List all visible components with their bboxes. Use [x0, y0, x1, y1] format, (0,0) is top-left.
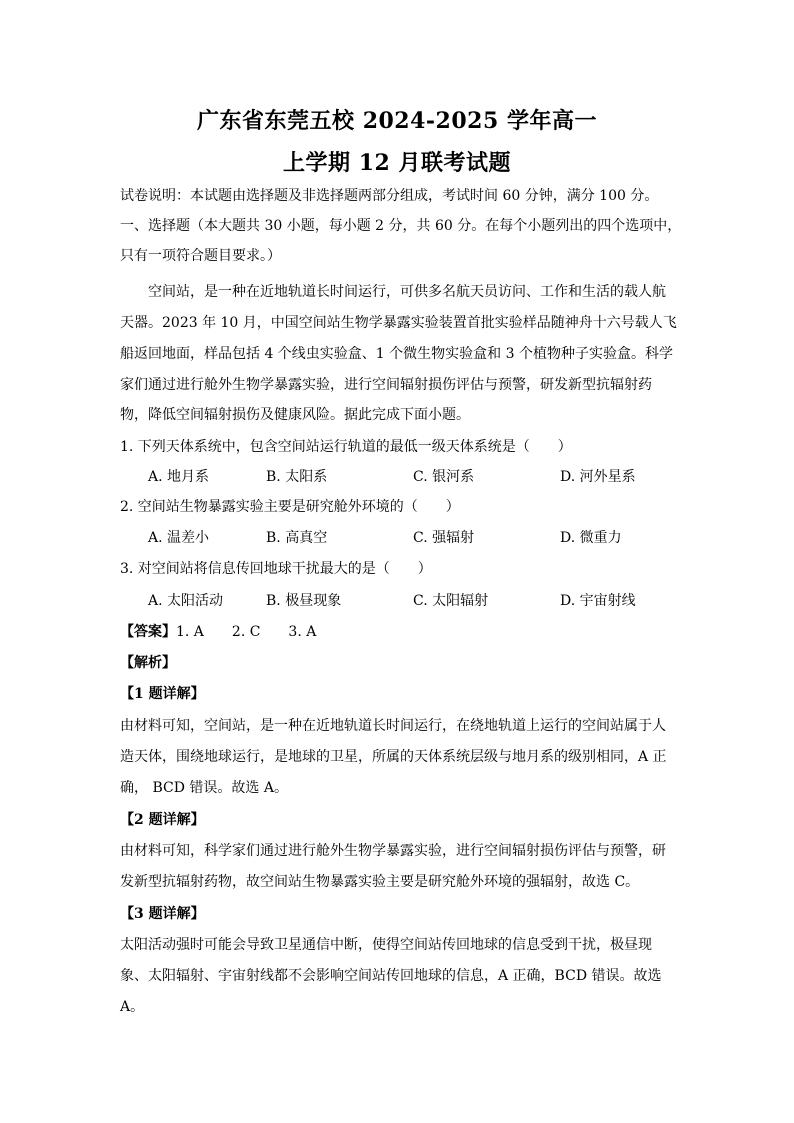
- intro-text: 试卷说明：本试题由选择题及非选择题两部分组成，考试时间 60 分钟，满分 100 分。: [120, 188, 659, 204]
- answer-label: 【答案】: [120, 624, 176, 640]
- passage-line: 船返回地面，样品包括 4 个线虫实验盒、1 个微生物实验盒和 3 个植物种子实验盒。科学: [120, 346, 673, 362]
- passage-line: 天器。2023 年 10 月，中国空间站生物学暴露实验装置首批实验样品随神舟十六号载人飞: [120, 315, 677, 331]
- option: D. 河外星系: [560, 469, 636, 485]
- detail-line: 造天体，围绕地球运行，是地球的卫星，所属的天体系统层级与地月系的级别相同，A 正: [120, 749, 667, 765]
- section-heading: 一、选择题（本大题共 30 小题，每小题 2 分，共 60 分。在每个小题列出的四个选项中，: [120, 218, 682, 234]
- detail-line: 由材料可知，科学家们通过进行舱外生物学暴露实验，进行空间辐射损伤评估与预警，研: [120, 843, 666, 859]
- detail-label: 【3 题详解】: [120, 906, 205, 922]
- page-title: 广东省东莞五校 2024-2025 学年高一: [197, 108, 597, 134]
- detail-label: 【1 题详解】: [120, 686, 205, 702]
- detail-line: 太阳活动强时可能会导致卫星通信中断，使得空间站传回地球的信息受到干扰，极昼现: [120, 937, 652, 953]
- option: C. 太阳辐射: [413, 593, 489, 609]
- option: A. 温差小: [148, 530, 210, 546]
- detail-label: 【2 题详解】: [120, 812, 205, 828]
- option: C. 银河系: [413, 469, 475, 485]
- option: A. 太阳活动: [148, 593, 224, 609]
- option: D. 微重力: [560, 530, 622, 546]
- page-subtitle: 上学期 12 月联考试题: [283, 150, 511, 176]
- option: D. 宇宙射线: [560, 593, 636, 609]
- passage-line: 空间站，是一种在近地轨道长时间运行，可供多名航天员访问、工作和生活的载人航: [148, 284, 666, 300]
- option: B. 高真空: [266, 530, 328, 546]
- question-stem: 3. 对空间站将信息传回地球干扰最大的是（ ）: [120, 561, 432, 577]
- detail-line: 由材料可知，空间站，是一种在近地轨道长时间运行，在绕地轨道上运行的空间站属于人: [120, 718, 666, 734]
- passage-line: 物，降低空间辐射损伤及健康风险。据此完成下面小题。: [120, 407, 470, 423]
- detail-line: 发新型抗辐射药物，故空间站生物暴露实验主要是研究舱外环境的强辐射，故选 C。: [120, 874, 640, 890]
- analysis-label: 【解析】: [120, 655, 176, 671]
- detail-line: 象、太阳辐射、宇宙射线都不会影响空间站传回地球的信息，A 正确，BCD 错误。故选: [120, 968, 662, 984]
- option: C. 强辐射: [413, 530, 475, 546]
- section-heading-cont: 只有一项符合题目要求。）: [120, 248, 281, 264]
- question-stem: 1. 下列天体系统中，包含空间站运行轨道的最低一级天体系统是（ ）: [120, 439, 572, 455]
- answer-text: 1. A 2. C 3. A: [176, 624, 317, 640]
- detail-line: 确， BCD 错误。故选 A。: [120, 780, 288, 796]
- passage-line: 家们通过进行舱外生物学暴露实验，进行空间辐射损伤评估与预警，研发新型抗辐射药: [120, 377, 652, 393]
- option: B. 极昼现象: [266, 593, 342, 609]
- question-stem: 2. 空间站生物暴露实验主要是研究舱外环境的（ ）: [120, 499, 460, 515]
- option: B. 太阳系: [266, 469, 328, 485]
- detail-line: A。: [120, 999, 145, 1015]
- option: A. 地月系: [148, 469, 210, 485]
- answer-row: [120, 622, 316, 642]
